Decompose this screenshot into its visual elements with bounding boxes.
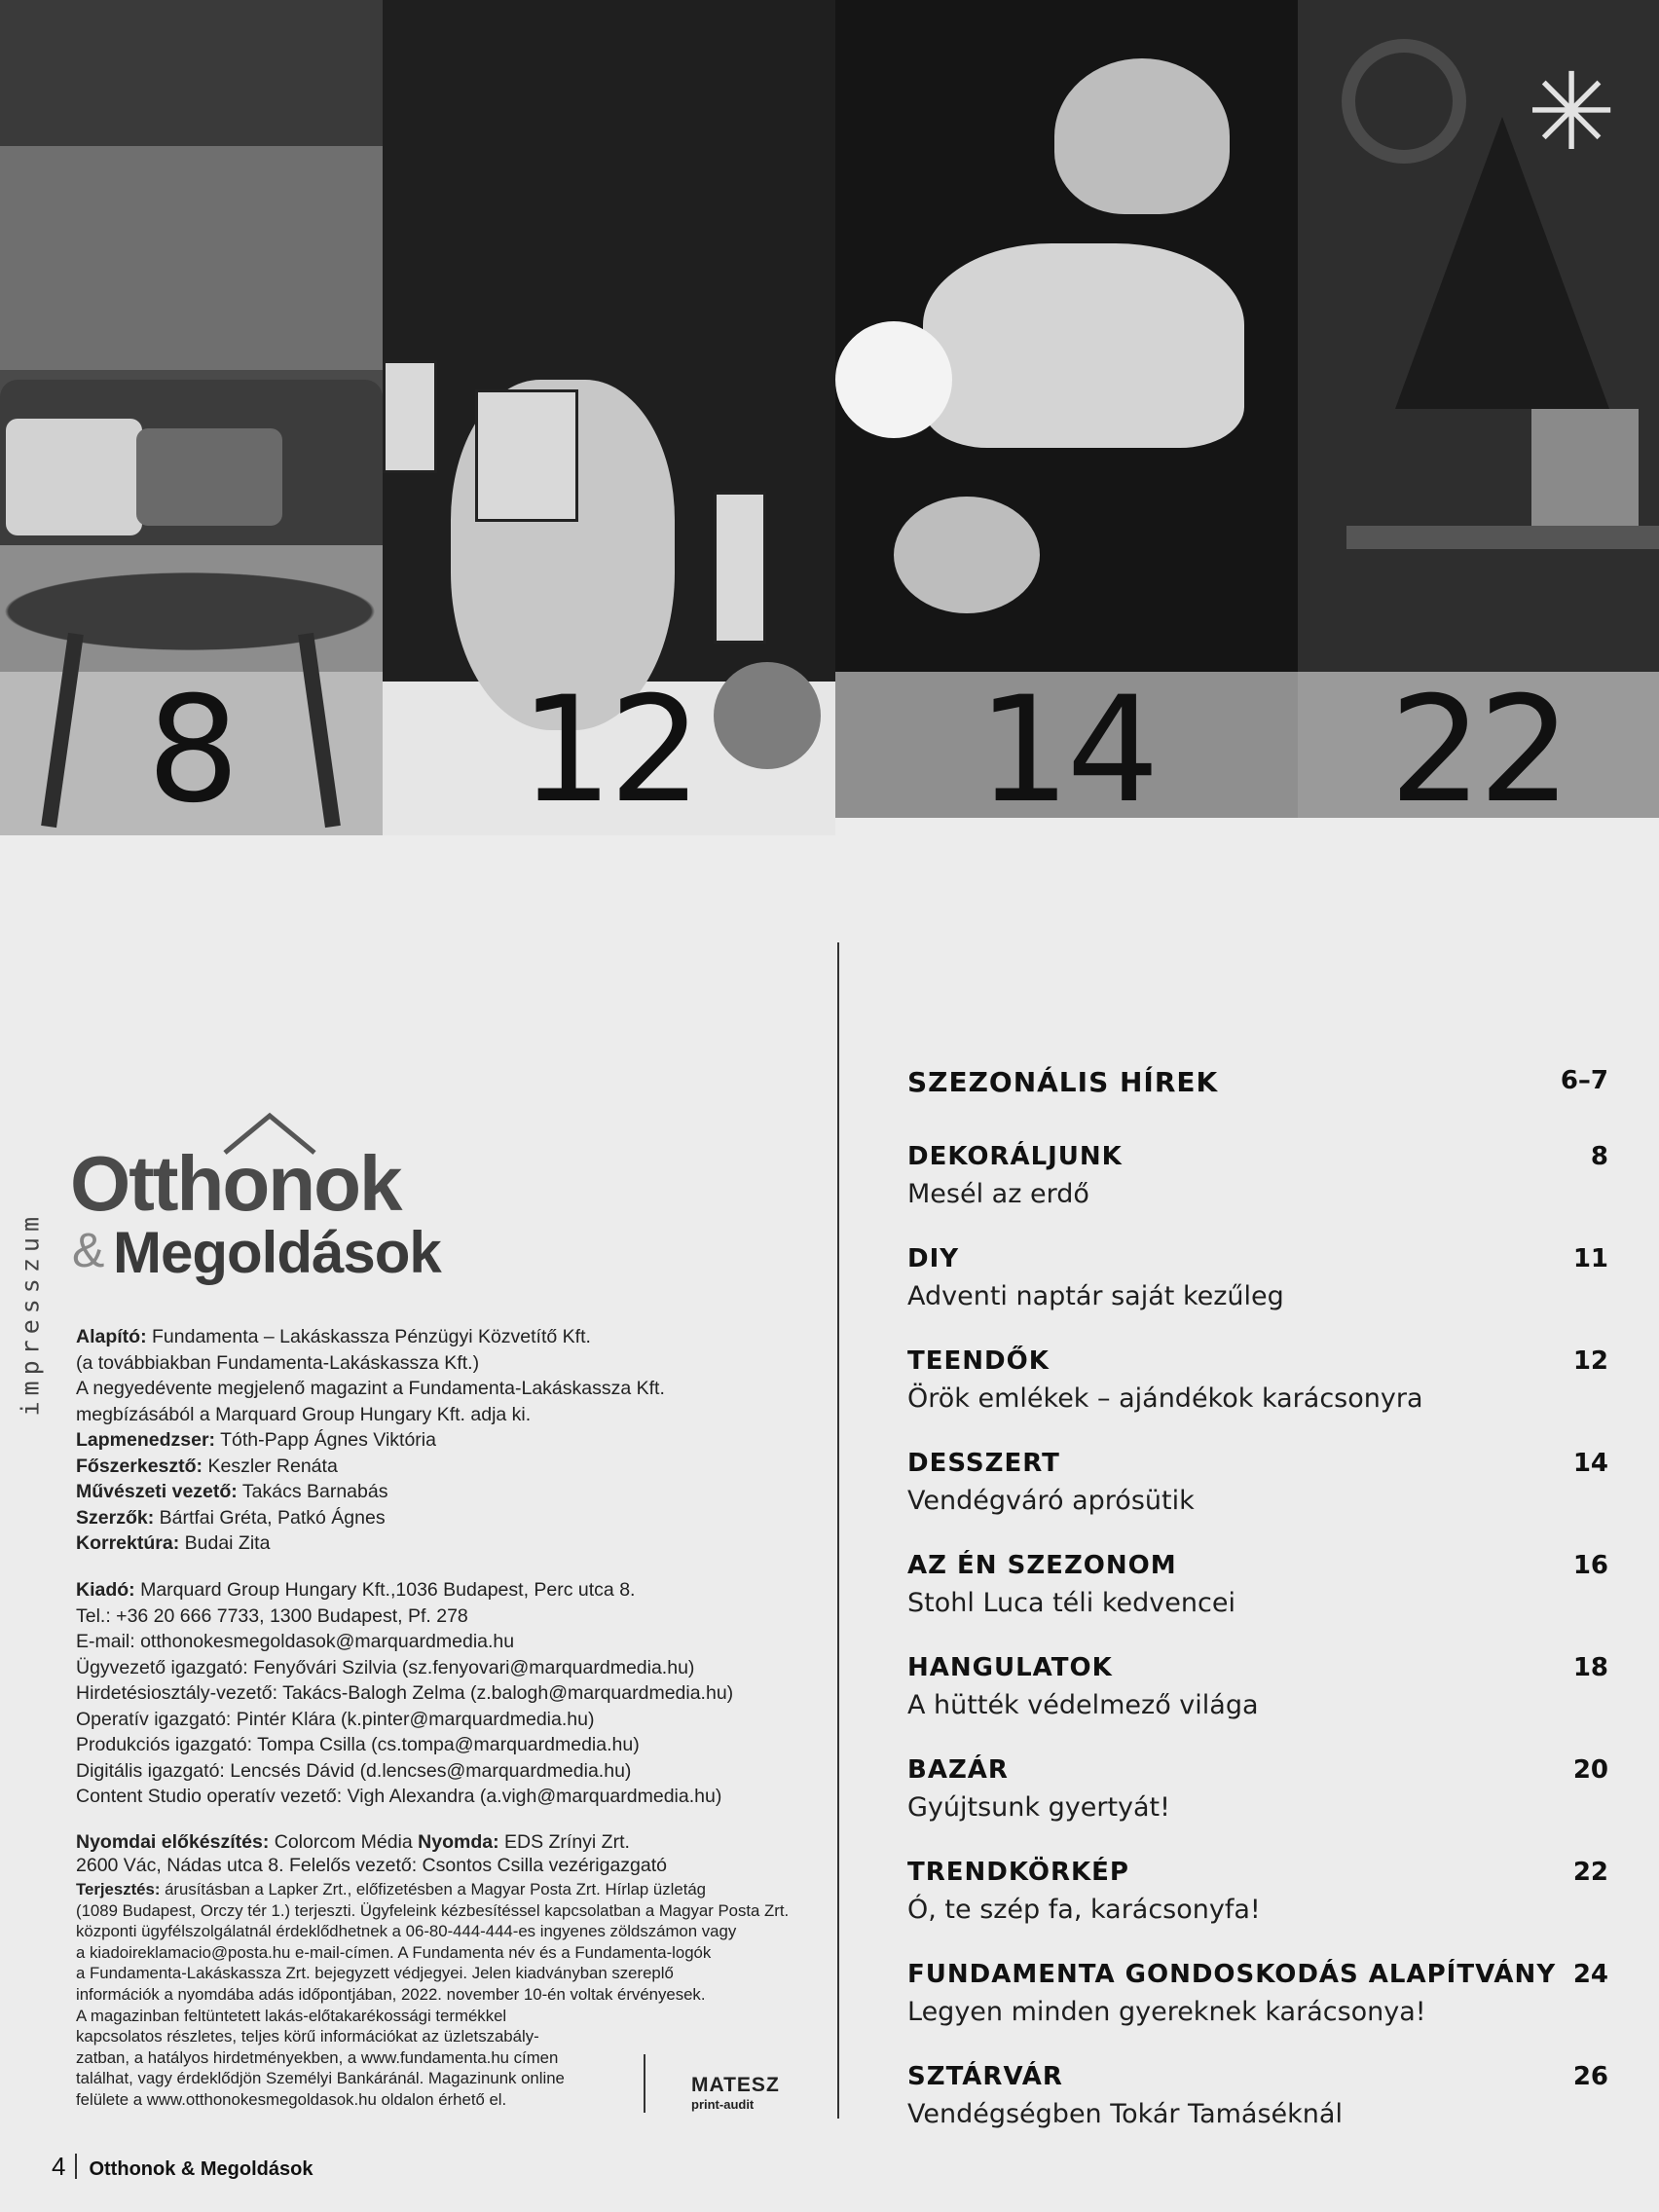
toc-entry[interactable] <box>907 1244 1608 1346</box>
impressum-line <box>76 2068 789 2089</box>
toc-page-number: 8 <box>1590 1142 1608 1171</box>
impressum-label: Terjesztés: <box>76 1880 161 1899</box>
impressum-text: EDS Zrínyi Zrt. <box>498 1831 630 1853</box>
toc-title: TRENDKÖRKÉP <box>907 1858 1129 1887</box>
impressum-line <box>76 1454 665 1480</box>
impressum-label: Művészeti vezető: <box>76 1481 238 1502</box>
impressum-text: kapcsolatos részletes, teljes körű információkat az üzletszabály- <box>76 2027 539 2046</box>
toc-page-number: 14 <box>1572 1449 1608 1478</box>
toc-title: SZTÁRVÁR <box>907 2062 1063 2091</box>
impressum-text: Ügyvezető igazgató: Fenyővári Szilvia (sz.fenyovari@marquardmedia.hu) <box>76 1656 695 1678</box>
impressum-line <box>76 1984 789 2006</box>
toc-subtitle: A hütték védelmező világa <box>907 1690 1259 1720</box>
impressum-label: Nyomdai előkészítés: <box>76 1831 270 1853</box>
impressum-text: Digitális igazgató: Lencsés Dávid (d.lencses@marquardmedia.hu) <box>76 1759 632 1782</box>
impressum-line <box>76 1942 789 1964</box>
wreath <box>1342 39 1466 164</box>
impressum-text: Operatív igazgató: Pintér Klára (k.pinter@marquardmedia.hu) <box>76 1708 595 1730</box>
impressum-text: 2600 Vác, Nádas utca 8. Felelős vezető: Csontos Csilla vezérigazgató <box>76 1855 667 1876</box>
toc-page-number: 6–7 <box>1560 1066 1608 1095</box>
impressum-text: információk a nyomdába adás időpontjában, 2022. november 10-én voltak érvényesek. <box>76 1984 706 2004</box>
bucket <box>1531 409 1639 535</box>
impressum-line <box>76 1655 733 1681</box>
toc-title: DEKORÁLJUNK <box>907 1142 1123 1171</box>
toc-title: TEENDŐK <box>907 1346 1050 1376</box>
impressum-block-editorial <box>76 1324 665 1557</box>
impressum-block-publisher <box>76 1577 733 1810</box>
house-ornament <box>383 360 437 473</box>
impressum-text: felülete a www.otthonokesmegoldasok.hu oldalon érhető el. <box>76 2089 507 2109</box>
toc-entry[interactable] <box>907 1653 1608 1755</box>
house-ornament <box>714 492 766 644</box>
impressum-line <box>76 1505 665 1531</box>
impressum-line <box>76 1530 665 1557</box>
impressum-line <box>76 2006 789 2027</box>
impressum-line <box>76 1707 733 1733</box>
impressum-text: E-mail: otthonokesmegoldasok@marquardmedia.hu <box>76 1631 515 1652</box>
logo-line2: Megoldások <box>113 1220 441 1285</box>
toc-subtitle: Stohl Luca téli kedvencei <box>907 1588 1235 1618</box>
star-ornament-icon: ✳ <box>1527 50 1617 174</box>
toc-page-number: 22 <box>1572 1858 1608 1887</box>
matesz-sub: print-audit <box>691 2097 755 2112</box>
impressum-text: Produkciós igazgató: Tompa Csilla (cs.tompa@marquardmedia.hu) <box>76 1734 640 1755</box>
impressum-text: Bártfai Gréta, Patkó Ágnes <box>154 1506 386 1529</box>
logo-line1: Otthonok <box>70 1140 401 1227</box>
bench <box>1346 526 1659 549</box>
impressum-text: központi ügyfélszolgálatnál érdeklődhetnek a 06-80-444-444-es ingyenes zöldszámon vagy <box>76 1922 737 1941</box>
toc-title: SZEZONÁLIS HÍREK <box>907 1066 1219 1098</box>
impressum-line <box>76 1680 733 1707</box>
impressum-label: Kiadó: <box>76 1579 135 1601</box>
photo-vase-branches <box>383 0 835 835</box>
toc-entry[interactable] <box>907 1449 1608 1551</box>
footer-page-number: 4 <box>52 2152 66 2181</box>
impressum-text: Tóth-Papp Ágnes Viktória <box>215 1429 436 1451</box>
impressum-label: Korrektúra: <box>76 1532 180 1554</box>
footer-brand: Otthonok & Megoldások <box>89 2158 313 2180</box>
impressum-text: Budai Zita <box>179 1532 271 1554</box>
impressum-line <box>76 2026 789 2047</box>
toc-entry[interactable] <box>907 1551 1608 1653</box>
impressum-label: Nyomda: <box>418 1831 499 1853</box>
meringue <box>894 497 1040 613</box>
photo-page-number: 14 <box>977 666 1156 835</box>
impressum-block-print <box>76 1830 667 1877</box>
logo-ampersand: & <box>72 1223 105 1277</box>
impressum-line <box>76 1921 789 1942</box>
toc-page-number: 26 <box>1572 2062 1608 2091</box>
impressum-label: Lapmenedzser: <box>76 1429 216 1451</box>
impressum-text: Keszler Renáta <box>203 1455 338 1477</box>
impressum-line <box>76 1402 665 1428</box>
orchid <box>835 321 952 438</box>
toc-subtitle: Adventi naptár saját kezűleg <box>907 1281 1284 1311</box>
toc-subtitle: Mesél az erdő <box>907 1179 1089 1209</box>
toc-title: DESSZERT <box>907 1449 1060 1478</box>
impressum-line <box>76 1854 667 1877</box>
toc-subtitle: Gyújtsunk gyertyát! <box>907 1792 1170 1823</box>
toc-page-number: 16 <box>1572 1551 1608 1580</box>
impressum-text: zatban, a hatályos hirdetményekben, a www.fundamenta.hu címen <box>76 2047 559 2067</box>
toc-entry[interactable] <box>907 1960 1608 2062</box>
impressum-line <box>76 1629 733 1655</box>
impressum-text: Tel.: +36 20 666 7733, 1300 Budapest, Pf. 278 <box>76 1604 468 1627</box>
toc-subtitle: Vendégségben Tokár Tamáséknál <box>907 2099 1343 2129</box>
photo-page-number: 8 <box>146 666 237 835</box>
magazine-logo <box>70 1110 460 1285</box>
impressum-text: (a továbbiakban Fundamenta-Lakáskassza Kft.) <box>76 1351 480 1374</box>
impressum-line <box>76 1879 789 1900</box>
column-divider <box>837 942 839 2119</box>
photo-page-number: 22 <box>1389 666 1567 835</box>
house-ornament <box>475 389 578 522</box>
matesz-logo <box>691 2074 780 2112</box>
impressum-line <box>76 1830 667 1854</box>
divider <box>644 2054 645 2113</box>
toc-subtitle: Vendégváró aprósütik <box>907 1486 1195 1516</box>
toc-page-number: 18 <box>1572 1653 1608 1682</box>
toc-subtitle: Ó, te szép fa, karácsonyfa! <box>907 1895 1261 1925</box>
impressum-text: Colorcom Média <box>269 1831 419 1853</box>
impressum-text: találhat, vagy érdeklődjön Személyi Bankáránál. Magazinunk online <box>76 2069 565 2088</box>
toc-subtitle: Legyen minden gyereknek karácsonya! <box>907 1997 1426 2027</box>
table-of-contents <box>907 1066 1608 2164</box>
impressum-block-distribution <box>76 1879 789 2111</box>
impressum-label: Szerzők: <box>76 1506 155 1529</box>
cushion <box>136 428 282 526</box>
impressum-line <box>76 1427 665 1454</box>
toc-title: DIY <box>907 1244 960 1273</box>
toc-page-number: 11 <box>1572 1244 1608 1273</box>
impressum-text: Marquard Group Hungary Kft.,1036 Budapest, Perc utca 8. <box>134 1579 636 1601</box>
toc-entry[interactable] <box>907 2062 1608 2164</box>
impressum-text: a kiadoireklamacio@posta.hu e-mail-címen. A Fundamenta név és a Fundamenta-logók <box>76 1942 712 1962</box>
photo-page-number: 12 <box>520 666 698 835</box>
toc-page-number: 20 <box>1572 1755 1608 1785</box>
toc-title: FUNDAMENTA GONDOSKODÁS ALAPÍTVÁNY <box>907 1960 1557 1989</box>
impressum-line <box>76 1732 733 1758</box>
impressum-text: Fundamenta – Lakáskassza Pénzügyi Közvetítő Kft. <box>146 1326 591 1347</box>
impressum-text: Hirdetésiosztály-vezető: Takács-Balogh Zelma (z.balogh@marquardmedia.hu) <box>76 1682 734 1704</box>
toc-subtitle: Örök emlékek – ajándékok karácsonyra <box>907 1383 1423 1414</box>
impressum-text: megbízásából a Marquard Group Hungary Kft. adja ki. <box>76 1403 532 1425</box>
impresszum-side-label: impresszum <box>16 1210 45 1417</box>
toc-entry[interactable] <box>907 1142 1608 1244</box>
impressum-text: Takács Barnabás <box>237 1481 388 1502</box>
cushion <box>6 419 142 535</box>
impressum-line <box>76 1758 733 1785</box>
toc-page-number: 12 <box>1572 1346 1608 1376</box>
impressum-line <box>76 1784 733 1810</box>
impressum-text: (1089 Budapest, Orczy tér 1.) terjeszti. Ügyfeleink kézbesítéssel kapcsolatban a Magyar Posta Zrt. <box>76 1900 790 1920</box>
toc-entry[interactable] <box>907 1858 1608 1960</box>
impressum-text: a Fundamenta-Lakáskassza Zrt. bejegyzett védjegyei. Jelen kiadványban szereplő <box>76 1964 674 1983</box>
impressum-line <box>76 1604 733 1630</box>
impressum-line <box>76 1900 789 1922</box>
teapot <box>1054 58 1230 214</box>
matesz-name: MATESZ <box>691 2074 780 2096</box>
impressum-line <box>76 2089 789 2111</box>
impressum-text: A magazinban feltüntetett lakás-előtakarékossági termékkel <box>76 2006 507 2025</box>
impressum-text: Content Studio operatív vezető: Vigh Alexandra (a.vigh@marquardmedia.hu) <box>76 1786 722 1807</box>
toc-page-number: 24 <box>1572 1960 1608 1989</box>
impressum-line <box>76 1577 733 1604</box>
toc-title: HANGULATOK <box>907 1653 1113 1682</box>
impressum-text: A negyedévente megjelenő magazint a Fundamenta-Lakáskassza Kft. <box>76 1378 665 1399</box>
toc-entry[interactable] <box>907 1066 1608 1142</box>
page-footer <box>52 2152 313 2182</box>
footer-separator <box>75 2154 77 2179</box>
impressum-line <box>76 1376 665 1402</box>
cake-stand <box>923 243 1244 448</box>
photo-meringues <box>835 0 1298 835</box>
toc-entry[interactable] <box>907 1346 1608 1449</box>
impressum-text: árusításban a Lapker Zrt., előfizetésben a Magyar Posta Zrt. Hírlap üzletág <box>160 1880 707 1899</box>
toc-entry[interactable] <box>907 1755 1608 1858</box>
impressum-line <box>76 1324 665 1350</box>
impressum-line <box>76 2047 789 2069</box>
impressum-line <box>76 1350 665 1377</box>
toc-title: AZ ÉN SZEZONOM <box>907 1551 1177 1580</box>
impressum-label: Főszerkesztő: <box>76 1455 203 1477</box>
impressum-label: Alapító: <box>76 1326 147 1347</box>
toc-title: BAZÁR <box>907 1755 1009 1785</box>
photo-christmas-tree <box>1298 0 1659 835</box>
impressum-line <box>76 1963 789 1984</box>
impressum-line <box>76 1479 665 1505</box>
photo-living-room <box>0 0 383 835</box>
